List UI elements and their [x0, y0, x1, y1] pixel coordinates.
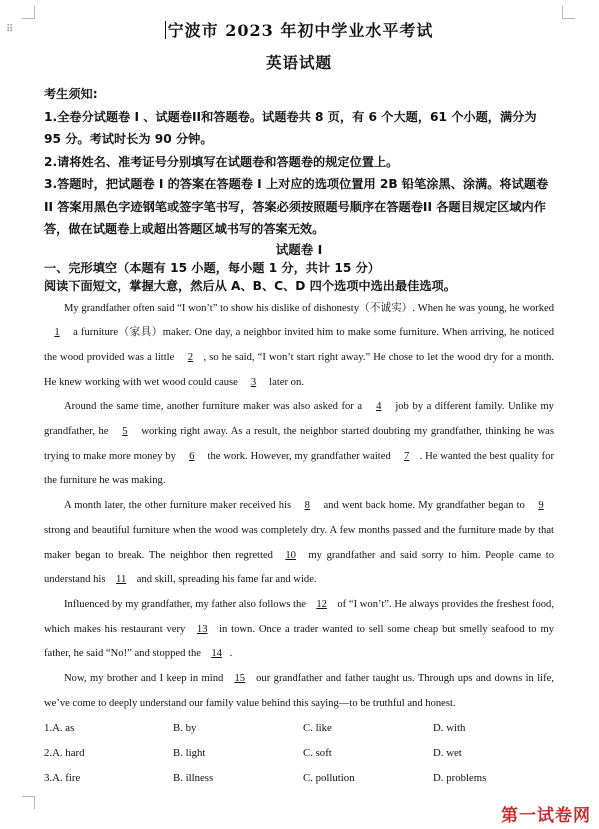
blank-2: 2: [187, 351, 194, 363]
cloze-instruction: 阅读下面短文，掌握大意，然后从 A、B、C、D 四个选项中选出最佳选项。: [44, 278, 456, 293]
site-watermark: 第一试卷网: [501, 806, 591, 826]
option-c: C. like: [303, 722, 332, 735]
option-a: 2.A. hard: [44, 747, 85, 760]
document-page: [44, 14, 554, 791]
notice-item-2: 2.请将姓名、准考证号分别填写在试题卷和答题卷的规定位置上。: [44, 154, 399, 169]
blank-9: 9: [538, 500, 544, 512]
cloze-part-title: 一、完形填空（本题有 15 小题，每小题 1 分，共计 15 分）: [44, 260, 380, 275]
passage-paragraph-1: My grandfather often said “I won’t” to show his dislike of dishonesty（不诚实）. When he was young, he worked 1 a furniture（家具）maker. One day, a neighbor invited him to make some furniture. When arriving, he noticed the wood provided was a little 2 , so he said, “I won’t start right away.” He chose to let the wood dry for a month. He knew working with wet wood could cause 3 later on.: [44, 297, 554, 396]
option-c: C. soft: [303, 747, 332, 760]
question-row: [44, 766, 554, 791]
blank-1: 1: [54, 327, 60, 339]
passage-paragraph-4: Influenced by my grandfather, my father also follows the 12 of “I won’t”. He always provides the freshest food, which makes his restaurant very 13 in town. Once a trader wanted to sell some cheap but smelly seafood to my father, he said “No!” and stopped the 14 .: [44, 593, 554, 667]
margin-corner-bottom-left: [22, 796, 35, 809]
passage-paragraph-2: Around the same time, another furniture maker was also asked for a 4 job by a different family. Unlike my grandfather, he 5 working right away. As a result, the neighbor started doubting my grandfather, thinking he was trying to make more money by 6 the work. However, my grandfather waited 7 . He wanted the best quality for the furniture he was making.: [44, 395, 554, 494]
option-b: B. illness: [173, 772, 214, 785]
text-cursor: [165, 21, 166, 39]
notice-item-3: 3.答题时，把试题卷 I 的答案在答题卷 I 上对应的选项位置用 2B 铅笔涂黑、涂满。将试题卷 II 答案用黑色字迹钢笔或签字笔书写，答案必须按照题号顺序在答题卷II 各题目规定区域内作答，做在试题卷上或超出答题区域书写的答案无效。: [44, 177, 549, 236]
option-a: 3.A. fire: [44, 772, 81, 785]
question-row: [44, 716, 554, 741]
blank-11: 11: [116, 574, 127, 586]
option-b: B. light: [173, 747, 206, 760]
blank-14: 14: [211, 648, 222, 660]
blank-7: 7: [403, 450, 410, 462]
section-label: 试题卷 I: [275, 241, 323, 257]
exam-title-text: 宁波市 2023 年初中学业水平考试: [167, 21, 434, 40]
notice-item-1: 1.全卷分试题卷 I 、试题卷II和答题卷。试题卷共 8 页，有 6 个大题，61 个小题，满分为 95 分。考试时长为 90 分钟。: [44, 109, 537, 146]
option-b: B. by: [173, 722, 197, 735]
margin-corner-top-left: [22, 6, 35, 19]
blank-15: 15: [234, 673, 246, 685]
blank-4: 4: [376, 401, 382, 413]
blank-6: 6: [189, 450, 195, 462]
margin-corner-top-right: [562, 6, 575, 19]
drag-handle-icon[interactable]: ⠿: [6, 24, 15, 35]
option-d: D. with: [433, 722, 466, 735]
question-options: [44, 716, 554, 791]
option-c: C. pollution: [303, 772, 355, 785]
blank-8: 8: [304, 500, 310, 512]
exam-title: [44, 18, 554, 41]
blank-13: 13: [196, 623, 208, 635]
blank-12: 12: [316, 598, 327, 610]
cloze-passage: [44, 297, 554, 717]
exam-subtitle: 英语试题: [265, 53, 332, 72]
option-d: D. wet: [433, 747, 462, 760]
candidate-notice: [44, 83, 554, 241]
blank-10: 10: [285, 549, 296, 561]
notice-heading: 考生须知:: [44, 87, 98, 101]
passage-paragraph-3: A month later, the other furniture maker received his 8 and went back home. My grandfather began to 9 strong and beautiful furniture when the wood was completely dry. A few months passed and the furniture made by that maker began to break. The neighbor then regretted 10 my grandfather and said sorry to him. People came to understand his 11 and skill, spreading his fame far and wide.: [44, 494, 554, 593]
blank-5: 5: [122, 426, 128, 438]
question-row: [44, 741, 554, 766]
passage-paragraph-5: Now, my brother and I keep in mind 15 our grandfather and father taught us. Through ups and downs in life, we’ve come to deeply understand our family value behind this saying—to be truthful and honest.: [44, 667, 554, 716]
blank-3: 3: [250, 376, 257, 388]
option-a: 1.A. as: [44, 722, 75, 735]
option-d: D. problems: [433, 772, 487, 785]
